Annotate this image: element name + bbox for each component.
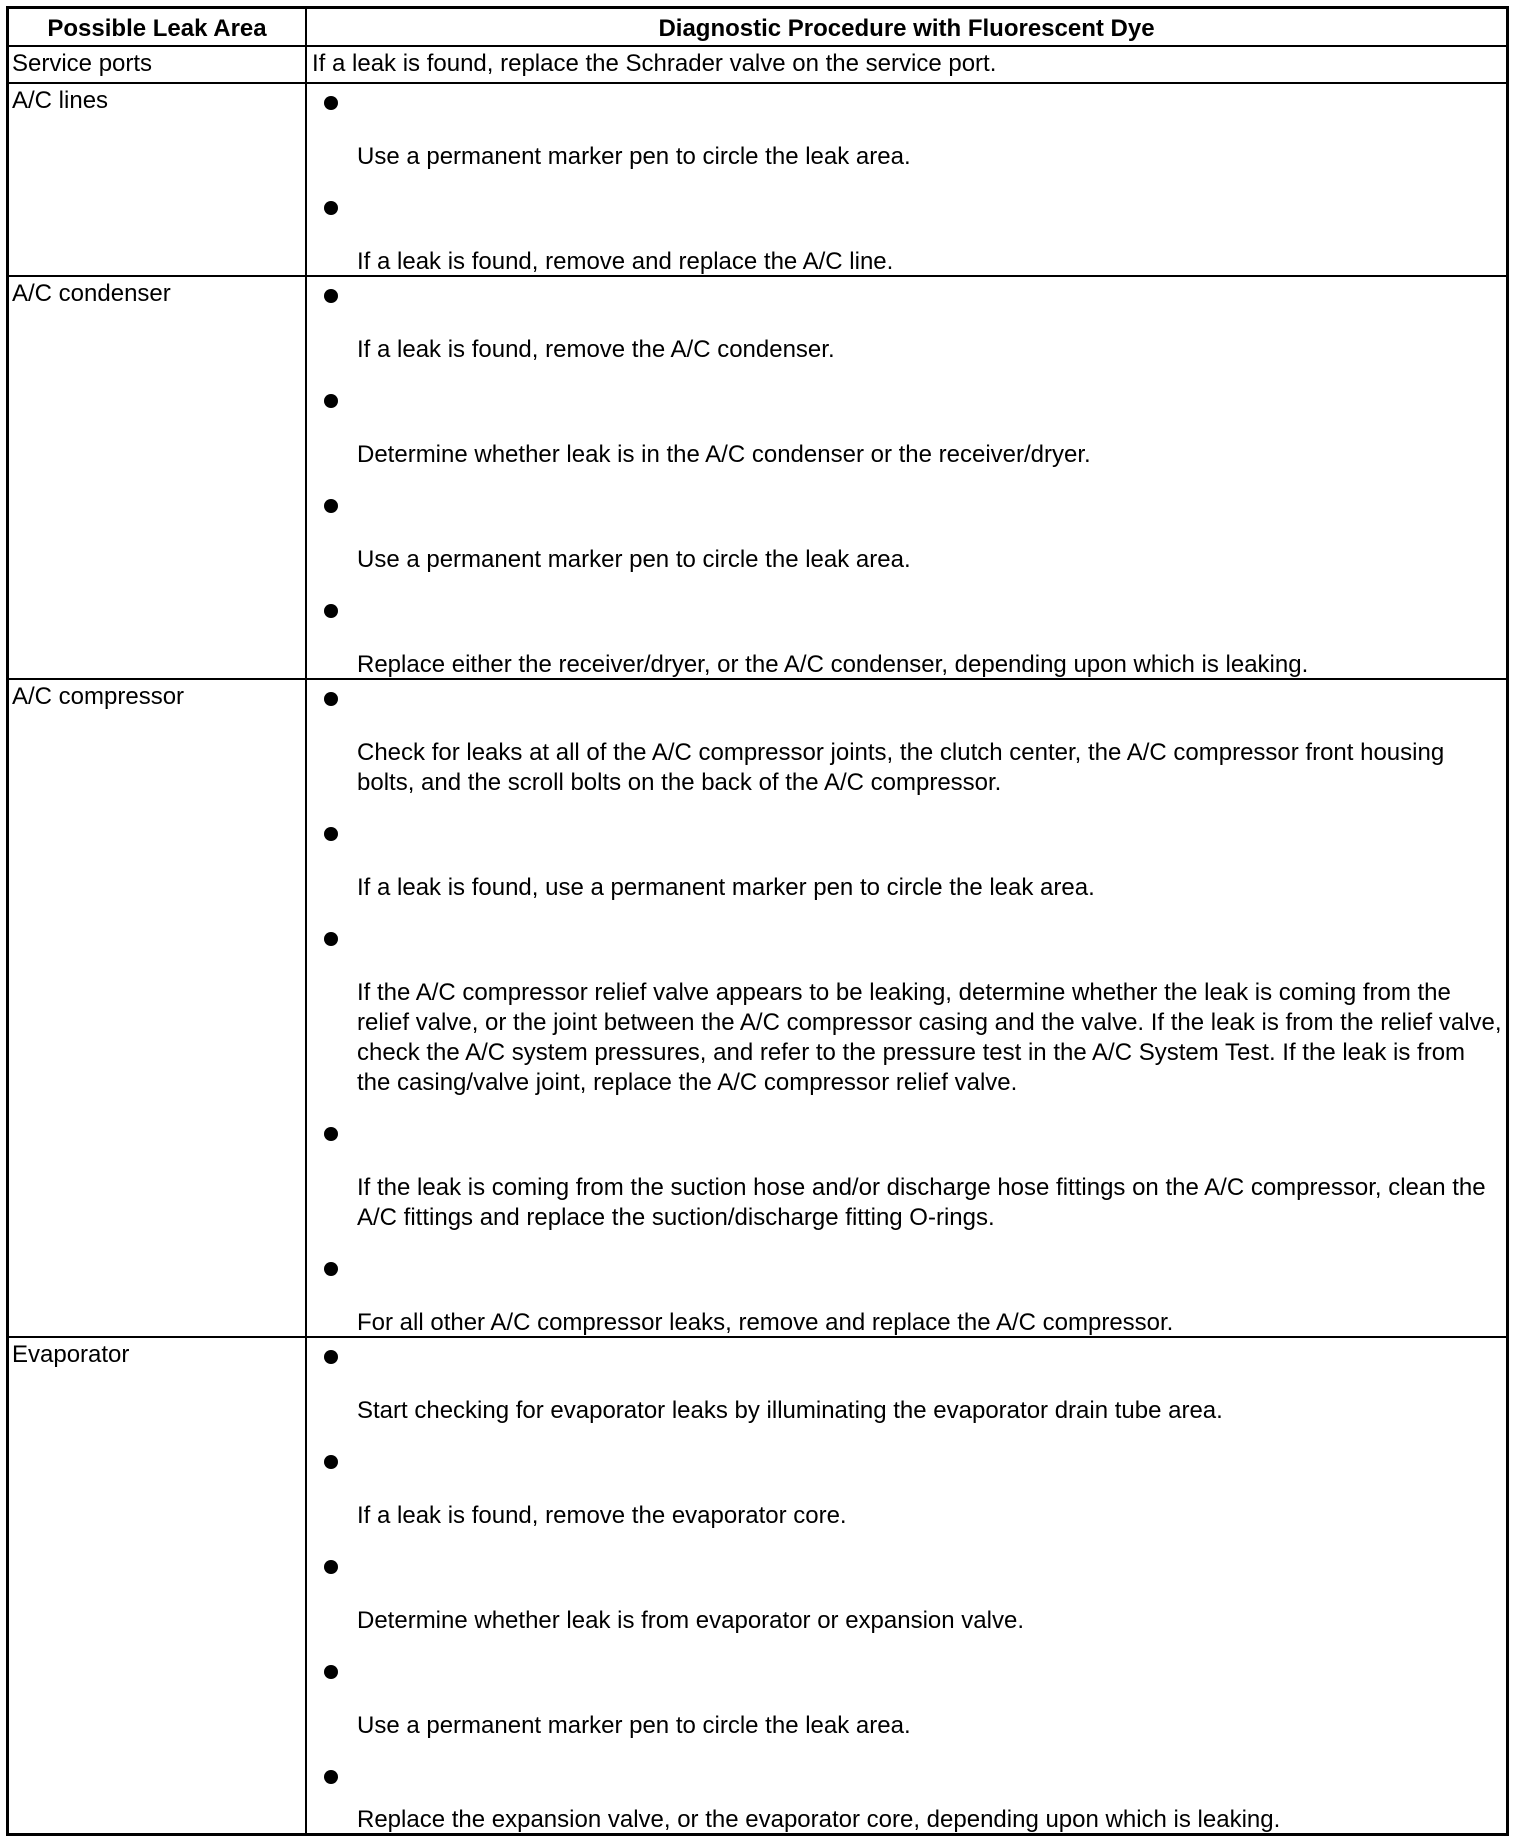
bullet-icon [324,1127,338,1141]
ac-compressor-step-4: If the leak is coming from the suction hose and/or discharge hose fittings on the A/C compressor, clean the A/C fittings and replace the suction/discharge fitting O-rings. [357,1174,1486,1231]
row-divider [9,1336,1506,1338]
evaporator-step-4: Use a permanent marker pen to circle the leak area. [357,1712,911,1739]
header-diagnostic-procedure: Diagnostic Procedure with Fluorescent Dye [658,15,1155,42]
bullet-icon [324,1350,338,1364]
bullet-icon [324,1665,338,1679]
bullet-icon [324,1560,338,1574]
column-divider [305,9,307,1833]
ac-compressor-step-2: If a leak is found, use a permanent marker pen to circle the leak area. [357,874,1095,901]
bullet-icon [324,1770,338,1784]
area-evaporator: Evaporator [12,1341,130,1368]
row-divider [9,275,1506,277]
evaporator-step-1: Start checking for evaporator leaks by illuminating the evaporator drain tube area. [357,1397,1223,1424]
bullet-icon [324,827,338,841]
row-divider [9,678,1506,680]
area-ac-condenser: A/C condenser [12,280,171,307]
ac-condenser-step-2: Determine whether leak is in the A/C condenser or the receiver/dryer. [357,441,1091,468]
area-ac-lines: A/C lines [12,87,109,114]
bullet-icon [324,1455,338,1469]
ac-lines-step-1: Use a permanent marker pen to circle the leak area. [357,143,911,170]
bullet-icon [324,289,338,303]
row-divider [9,82,1506,84]
ac-compressor-step-1: Check for leaks at all of the A/C compressor joints, the clutch center, the A/C compressor front housing bolts, and the scroll bolts on the back of the A/C compressor. [357,739,1445,796]
evaporator-step-5: Replace the expansion valve, or the evaporator core, depending upon which is leaking. [357,1806,1281,1833]
procedure-service-ports: If a leak is found, replace the Schrader valve on the service port. [312,50,997,77]
bullet-icon [324,96,338,110]
bullet-icon [324,201,338,215]
bullet-icon [324,932,338,946]
evaporator-step-3: Determine whether leak is from evaporator or expansion valve. [357,1607,1024,1634]
header-possible-leak-area: Possible Leak Area [47,15,267,42]
bullet-icon [324,394,338,408]
area-ac-compressor: A/C compressor [12,683,185,710]
evaporator-step-2: If a leak is found, remove the evaporator core. [357,1502,847,1529]
ac-condenser-step-1: If a leak is found, remove the A/C condenser. [357,336,835,363]
ac-compressor-step-5: For all other A/C compressor leaks, remove and replace the A/C compressor. [357,1309,1174,1336]
bullet-icon [324,692,338,706]
bullet-icon [324,604,338,618]
ac-lines-step-2: If a leak is found, remove and replace the A/C line. [357,248,894,275]
bullet-icon [324,1262,338,1276]
ac-condenser-step-4: Replace either the receiver/dryer, or the A/C condenser, depending upon which is leaking. [357,651,1309,678]
bullet-icon [324,499,338,513]
ac-condenser-step-3: Use a permanent marker pen to circle the leak area. [357,546,911,573]
ac-compressor-step-3: If the A/C compressor relief valve appears to be leaking, determine whether the leak is coming from the relief valve, or the joint between the A/C compressor casing and the valve. If the leak is from the relief valve, check the A/C system pressures, and refer to the pressure test in the A/C System Test. If the leak is from the casing/valve joint, replace the A/C compressor relief valve. [357,979,1502,1096]
leak-diagnostic-table [6,6,1509,1836]
header-divider [9,45,1506,47]
area-service-ports: Service ports [12,50,153,77]
